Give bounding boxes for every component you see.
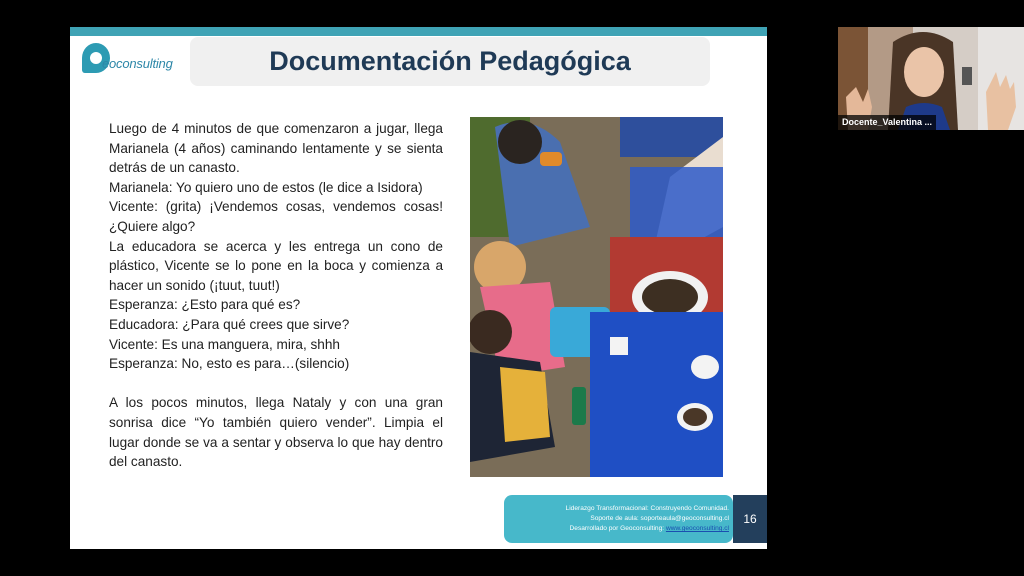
slide-title: Documentación Pedagógica — [269, 46, 631, 76]
logo-text: eoconsulting — [102, 56, 173, 71]
footer-line: Soporte de aula: soporteaula@geoconsulting.cl — [590, 515, 729, 522]
page-number-text: 16 — [743, 512, 757, 526]
presentation-slide — [70, 27, 767, 549]
footer-prefix: Desarrollado por Geoconsulting: — [569, 525, 665, 532]
slide-title-box — [190, 37, 710, 86]
geoconsulting-logo — [80, 41, 190, 81]
slide-footer — [504, 495, 733, 543]
participant-video-tile[interactable] — [838, 27, 1024, 130]
page-number — [733, 495, 767, 543]
footer-website-link[interactable]: www.geoconsulting.cl — [665, 525, 729, 532]
footer-line: Liderazgo Transformacional: Construyendo Comunidad. — [565, 505, 729, 512]
body-paragraph-2: A los pocos minutos, llega Nataly y con una gran sonrisa dice “Yo también quiero vender”. Limpia el lugar donde se va a sentar y observa lo que hay dentro del canasto. — [109, 395, 443, 470]
body-line: Esperanza: No, esto es para…(silencio) — [109, 356, 350, 372]
body-line: Marianela: Yo quiero uno de estos (le dice a Isidora) — [109, 179, 423, 195]
slide-body-text — [109, 119, 443, 472]
body-line: Esperanza: ¿Esto para qué es? — [109, 297, 301, 313]
body-line: Luego de 4 minutos de que comenzaron a jugar, llega Marianela (4 años) caminando lentamente y se sienta detrás de un canasto. — [109, 121, 443, 176]
paragraph-spacer — [109, 374, 443, 394]
children-playing-photo — [470, 117, 723, 477]
body-line: Educadora: ¿Para qué crees que sirve? — [109, 316, 350, 332]
body-line: Vicente: Es una manguera, mira, shhh — [109, 336, 340, 352]
footer-line — [510, 524, 729, 534]
slide-accent-bar — [70, 27, 767, 36]
body-line: Vicente: (grita) ¡Vendemos cosas, vendemos cosas! ¿Quiere algo? — [109, 199, 443, 234]
participant-name-label: Docente_Valentina ... — [838, 115, 936, 130]
body-line: La educadora se acerca y les entrega un cono de plástico, Vicente se lo pone en la boca y comienza a hacer un sonido (¡tuut, tuut!) — [109, 238, 443, 293]
